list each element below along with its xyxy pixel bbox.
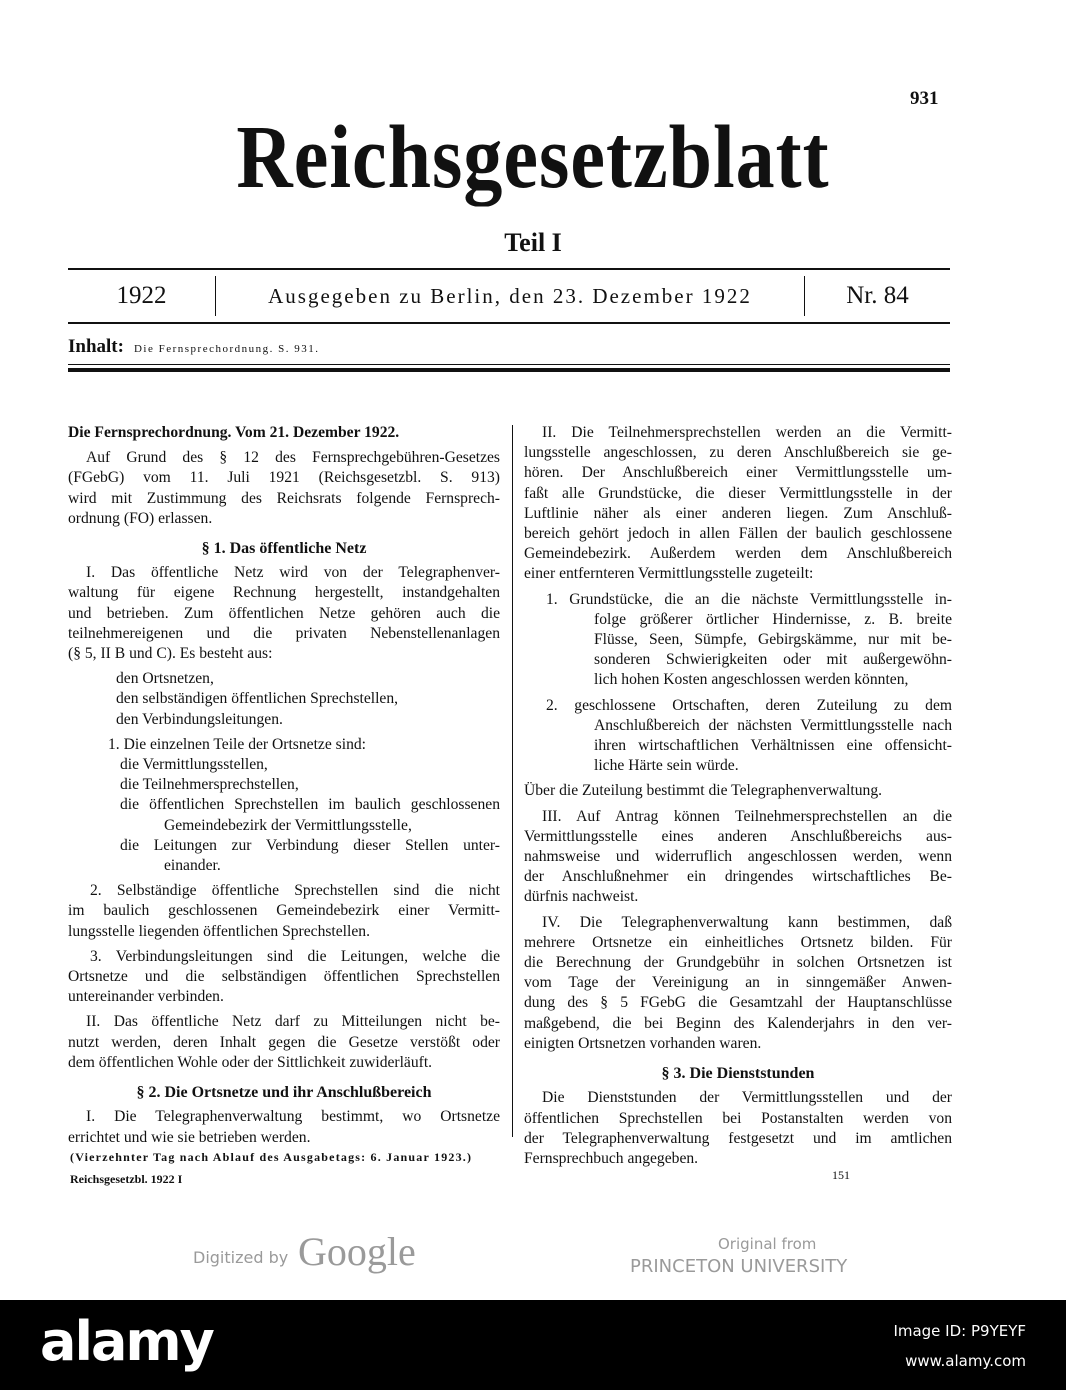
alamy-logo: alamy — [40, 1310, 213, 1373]
text-line: Ortsnetze und die selbständigen öffentlichen Sprechstellen — [68, 968, 500, 986]
text-line: die öffentlichen Sprechstellen im baulich geschlossenen — [120, 796, 500, 814]
text-line: liche Härte sein würde. — [594, 757, 739, 775]
text-line: § 3. Die Dienststunden — [661, 1065, 815, 1083]
paragraph — [68, 448, 500, 529]
section-heading — [68, 539, 500, 559]
text-line: im baulich geschlossenen Gemeindebezirk einer Vermitt- — [68, 902, 500, 920]
text-line: dung des § 5 FGebG die Gesamtzahl der Hauptanschlüsse — [524, 994, 952, 1012]
paragraph — [524, 807, 952, 908]
image-id: Image ID: P9YEYF — [893, 1322, 1026, 1340]
text-line: den Ortsnetzen, — [116, 670, 214, 688]
text-line: die Teilnehmersprechstellen, — [120, 776, 299, 794]
text-line: IV. Die Telegraphenverwaltung kann bestimmen, daß — [542, 913, 952, 931]
column-divider — [512, 425, 513, 1137]
text-line: I. Die Telegraphenverwaltung bestimmt, wo Ortsnetze — [86, 1108, 500, 1126]
text-line: der Anschlußnehmer ein dringendes wirtschaftliches Be- — [524, 868, 952, 886]
digitized-by-label: Digitized by — [193, 1248, 289, 1267]
text-line: (FGebG) vom 11. Juli 1921 (Reichsgesetzbl. S. 913) — [68, 469, 500, 487]
text-line: sonderen Schwierigkeiten oder mit außergewöhn- — [594, 651, 952, 669]
page-number: 931 — [910, 88, 939, 109]
right-column — [524, 423, 952, 1174]
issue-number: Nr. 84 — [846, 282, 909, 309]
text-line: mehrere Ortsnetze ein einheitliches Ortsnetz bilden. Für — [524, 933, 952, 951]
text-line: die Berechnung der Grundgebühr in solchen Ortsnetzen ist — [524, 954, 952, 972]
text-line: ihren wirtschaftlichen Verhältnissen eine offensicht- — [594, 737, 952, 755]
issue-info-row — [68, 268, 950, 324]
contents-text: Die Fernsprechordnung. S. 931. — [133, 343, 320, 355]
text-line: II. Die Teilnehmersprechstellen werden an die Vermitt- — [542, 424, 952, 441]
text-line: (§ 5, II B und C). Es besteht aus: — [68, 645, 273, 663]
paragraph — [68, 735, 500, 876]
text-line: Die Dienststunden der Vermittlungsstellen und der — [542, 1089, 952, 1107]
text-line: Fernsprechbuch angegeben. — [524, 1149, 699, 1167]
text-line: errichtet und wie sie betrieben werden. — [68, 1128, 311, 1146]
text-line: einander. — [164, 857, 221, 875]
footnote: (Vierzehnter Tag nach Ablauf des Ausgabetags: 6. Januar 1923.) — [70, 1150, 473, 1164]
text-line: Flüsse, Seen, Sümpfe, Gebirgskämme, nur mit be- — [594, 631, 952, 649]
text-line: Gemeindebezirk. Außerdem werden dem Anschlußbereich — [524, 545, 952, 563]
paragraph — [68, 423, 500, 443]
text-line: 1. Die einzelnen Teile der Ortsnetze sind: — [108, 735, 366, 753]
section-heading — [68, 1083, 500, 1103]
text-line: hören. Der Anschlußbereich einer Vermittlungsstelle um- — [524, 464, 952, 482]
original-from-label: Original from — [718, 1235, 817, 1253]
text-line: einigten Ortsnetzen vorhanden waren. — [524, 1034, 762, 1052]
text-line: 2. geschlossene Ortschaften, deren Zuteilung zu dem — [546, 696, 952, 714]
text-line: dem öffentlichen Wohle oder der Sittlichkeit zuwiderläuft. — [68, 1053, 433, 1071]
paragraph — [68, 881, 500, 942]
text-line: die Leitungen zur Verbindung dieser Stellen unter- — [120, 836, 500, 854]
text-line: 1. Grundstücke, die an die nächste Vermittlungsstelle in- — [546, 590, 952, 608]
text-line: ordnung (FO) erlassen. — [68, 509, 213, 527]
paragraph — [68, 1012, 500, 1073]
contents-line — [68, 336, 320, 358]
paragraph — [524, 696, 952, 777]
paragraph — [68, 1107, 500, 1147]
paragraph — [68, 563, 500, 664]
paragraph — [524, 590, 952, 691]
text-line: waltung für eigene Rechnung hergestellt, instandgehalten — [68, 584, 500, 602]
text-line: faßt alle Grundstücke, die dieser Vermittlungsstelle in der — [524, 484, 952, 502]
text-line: Anschlußbereich der nächsten Vermittlungsstelle nach — [594, 716, 952, 734]
text-line: wird mit Zustimmung des Reichsrats folgende Fernsprech- — [68, 489, 500, 507]
text-line: Die Fernsprechordnung. Vom 21. Dezember 1922. — [68, 424, 400, 441]
left-column — [68, 423, 500, 1153]
text-line: die Vermittlungsstellen, — [120, 756, 268, 774]
text-line: maßgebend, die bei Beginn des Kalenderjahrs in den ver- — [524, 1014, 952, 1032]
text-line: III. Auf Antrag können Teilnehmersprechstellen an die — [542, 807, 952, 825]
header-rule — [68, 364, 950, 372]
text-line: den selbständigen öffentlichen Sprechstellen, — [116, 690, 399, 708]
text-line: nahmsweise und widerruflich angeschlossen werden, wenn — [524, 848, 952, 866]
stock-url: www.alamy.com — [905, 1352, 1026, 1370]
text-line: 3. Verbindungsleitungen sind die Leitungen, welche die — [90, 947, 500, 965]
paragraph — [68, 669, 500, 730]
google-logo: Google — [298, 1229, 416, 1274]
text-line: folge größerer örtlicher Hindernisse, z. B. breite — [594, 610, 952, 628]
paragraph — [524, 1088, 952, 1169]
contents-label: Inhalt: — [68, 336, 124, 357]
text-line: lich hohen Kosten angeschlossen werden könnten, — [594, 671, 909, 689]
text-line: Über die Zuteilung bestimmt die Telegraphenverwaltung. — [524, 782, 883, 800]
footer-reference: Reichsgesetzbl. 1922 I — [70, 1172, 183, 1186]
text-line: Vermittlungsstelle eines anderen Anschlußbereichs aus- — [524, 827, 952, 845]
text-line: der Telegraphenverwaltung festgesetzt und im amtlichen — [524, 1129, 952, 1147]
text-line: dürfnis nachweist. — [524, 888, 639, 906]
gazette-title: Reichsgesetzblatt — [236, 106, 830, 207]
text-line: lungsstelle liegenden öffentlichen Sprechstellen. — [68, 922, 370, 940]
text-line: einer entfernteren Vermittlungsstelle zugeteilt: — [524, 565, 814, 583]
text-line: vom Tage der Vereinigung an in sinngemäßer Anwen- — [524, 974, 952, 992]
issue-year: 1922 — [68, 276, 216, 316]
paragraph — [524, 781, 952, 801]
text-line: teilnehmereigenen und die privaten Nebenstellenanlagen — [68, 624, 500, 642]
institution-label: PRINCETON UNIVERSITY — [630, 1256, 848, 1277]
text-line: und betrieben. Zum öffentlichen Netze gehören auch die — [68, 604, 500, 622]
paragraph — [524, 423, 952, 585]
text-line: Luftlinie näher als einer anderen liegen. Zum Anschluß- — [524, 504, 952, 522]
text-line: Auf Grund des § 12 des Fernsprechgebühren-Gesetzes — [86, 449, 500, 467]
text-line: § 2. Die Ortsnetze und ihr Anschlußbereich — [136, 1084, 432, 1102]
text-line: bereich gehört jedoch in allen Fällen der baulich geschlossene — [524, 525, 952, 543]
text-line: 2. Selbständige öffentliche Sprechstellen sind die nicht — [90, 882, 500, 900]
print-number: 151 — [832, 1168, 850, 1182]
text-line: den Verbindungsleitungen. — [116, 710, 283, 728]
issue-date: Ausgegeben zu Berlin, den 23. Dezember 1922 — [216, 276, 805, 316]
paragraph — [68, 947, 500, 1008]
text-line: Gemeindebezirk der Vermittlungsstelle, — [164, 816, 412, 834]
text-line: lungsstelle angeschlossen, zu deren Anschlußbereich sie ge- — [524, 444, 952, 462]
text-line: § 1. Das öffentliche Netz — [201, 540, 367, 558]
part-label: Teil I — [504, 228, 562, 257]
text-line: II. Das öffentliche Netz darf zu Mitteilungen nicht be- — [86, 1013, 500, 1031]
text-line: I. Das öffentliche Netz wird von der Telegraphenver- — [86, 564, 500, 582]
text-line: untereinander verbinden. — [68, 988, 224, 1006]
text-line: öffentlichen Sprechstellen bei Postanstalten werden von — [524, 1109, 952, 1127]
section-heading — [524, 1064, 952, 1084]
paragraph — [524, 913, 952, 1054]
text-line: nutzt werden, deren Inhalt gegen die Gesetze verstößt oder — [68, 1033, 500, 1051]
